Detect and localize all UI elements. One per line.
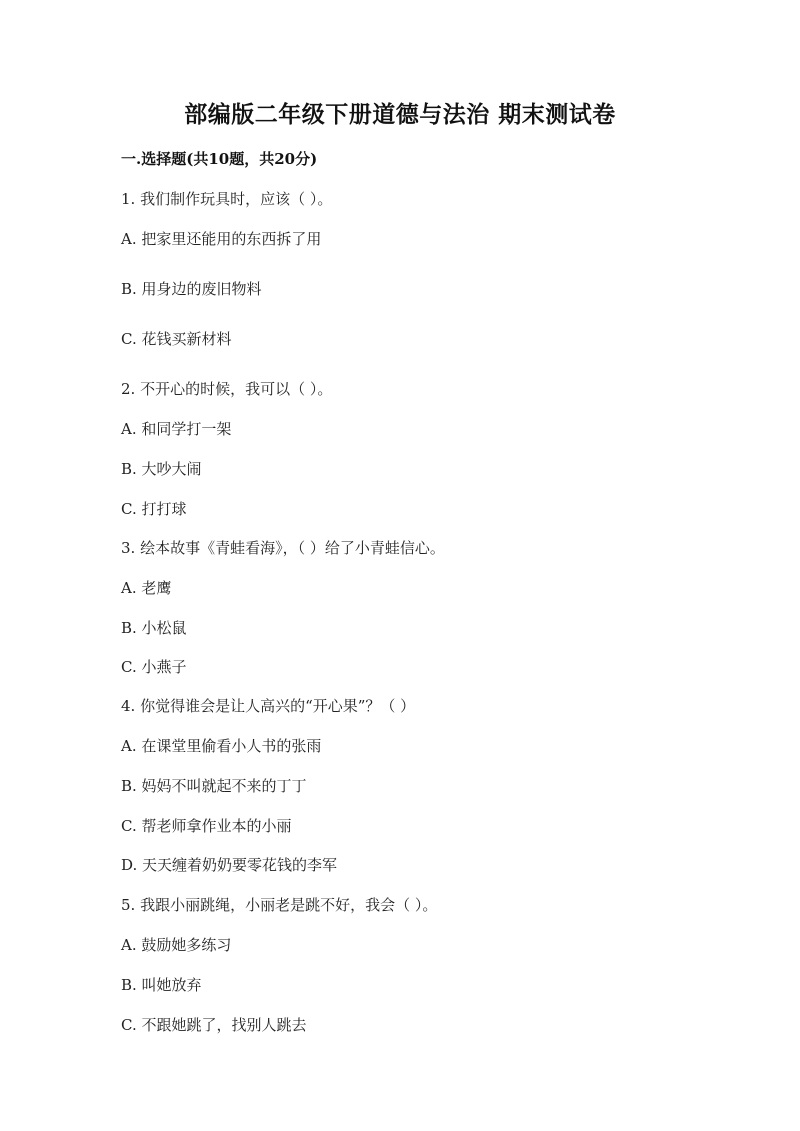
question-4-option-c: C. 帮老师拿作业本的小丽 xyxy=(121,817,292,835)
question-5-option-a: A. 鼓励她多练习 xyxy=(121,936,232,954)
question-2-option-c: C. 打打球 xyxy=(121,500,187,518)
question-1-option-c: C. 花钱买新材料 xyxy=(121,330,232,348)
question-2-option-b: B. 大吵大闹 xyxy=(121,460,202,478)
question-4-option-a: A. 在课堂里偷看小人书的张雨 xyxy=(121,737,322,755)
question-5-stem: 5. 我跟小丽跳绳，小丽老是跳不好，我会（ ）。 xyxy=(121,896,438,914)
question-2-stem: 2. 不开心的时候，我可以（ ）。 xyxy=(121,380,333,398)
question-4-option-b: B. 妈妈不叫就起不来的丁丁 xyxy=(121,777,307,795)
question-3-option-c: C. 小燕子 xyxy=(121,658,187,676)
question-3-option-b: B. 小松鼠 xyxy=(121,619,187,637)
question-3-option-a: A. 老鹰 xyxy=(121,579,172,597)
question-5-option-c: C. 不跟她跳了，找别人跳去 xyxy=(121,1016,307,1034)
question-2-option-a: A. 和同学打一架 xyxy=(121,420,232,438)
question-1-stem: 1. 我们制作玩具时，应该（ ）。 xyxy=(121,190,333,208)
section-heading: 一.选择题(共10题，共20分) xyxy=(121,150,318,168)
question-1-option-a: A. 把家里还能用的东西拆了用 xyxy=(121,230,322,248)
question-4-stem: 4. 你觉得谁会是让人高兴的“开心果”？（ ） xyxy=(121,697,416,715)
question-4-option-d: D. 天天缠着奶奶要零花钱的李军 xyxy=(121,856,338,874)
page-title: 部编版二年级下册道德与法治 期末测试卷 xyxy=(184,101,616,128)
question-1-option-b: B. 用身边的废旧物料 xyxy=(121,280,262,298)
question-5-option-b: B. 叫她放弃 xyxy=(121,976,202,994)
question-3-stem: 3. 绘本故事《青蛙看海》，（ ）给了小青蛙信心。 xyxy=(121,539,445,557)
